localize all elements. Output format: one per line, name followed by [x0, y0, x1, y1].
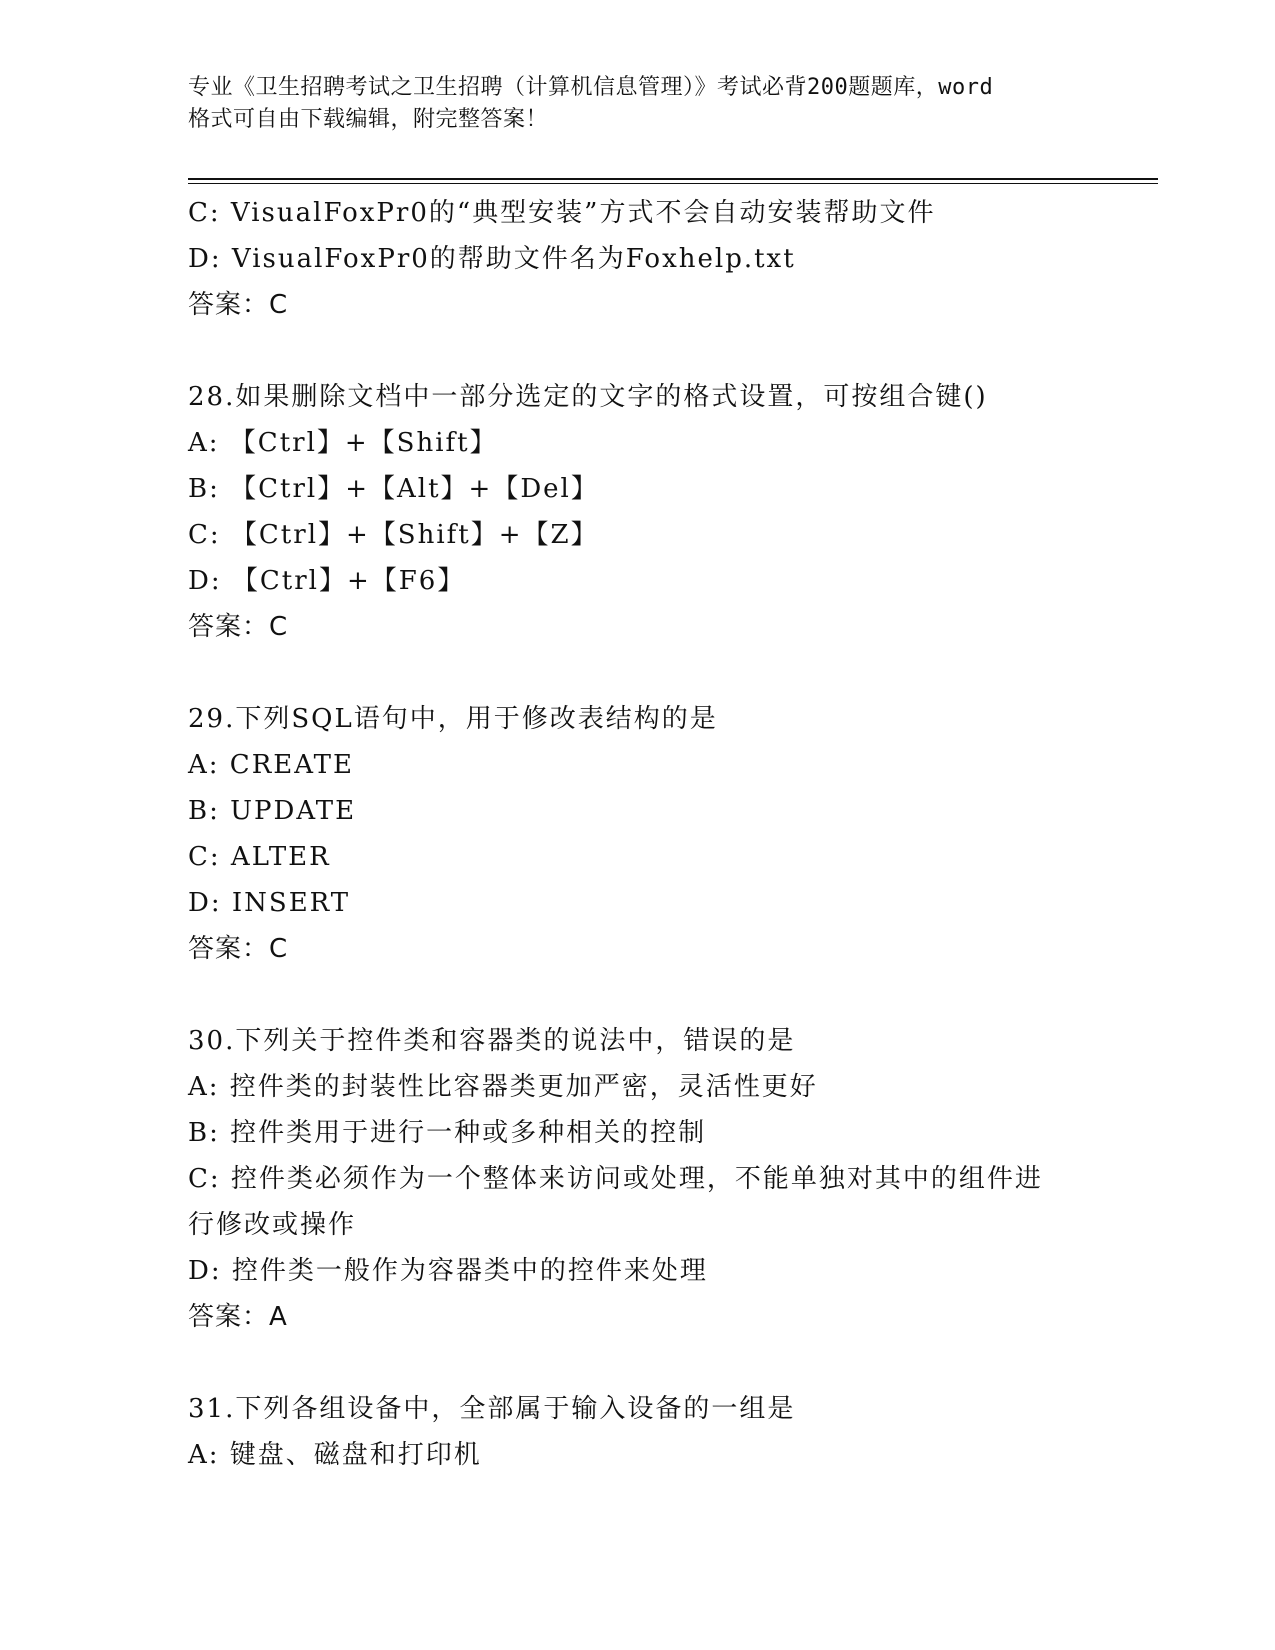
- spacer: [188, 650, 1088, 696]
- option-a: A: 【Ctrl】+【Shift】: [188, 428, 498, 458]
- question-28: [188, 374, 1088, 650]
- option-c-line-2: 行修改或操作: [188, 1210, 357, 1240]
- option-d: D: INSERT: [188, 888, 351, 918]
- answer-label: 答案：C: [188, 290, 289, 320]
- answer-label: 答案：C: [188, 934, 289, 964]
- answer-label: 答案：C: [188, 612, 289, 642]
- option-d: D: 控件类一般作为容器类中的控件来处理: [188, 1256, 708, 1286]
- option-b: B: UPDATE: [188, 796, 357, 826]
- question-stem: 28.如果删除文档中一部分选定的文字的格式设置，可按组合键(): [188, 382, 988, 412]
- question-29: [188, 696, 1088, 972]
- option-a: A: CREATE: [188, 750, 354, 780]
- spacer: [188, 972, 1088, 1018]
- option-c-line-1: C: 控件类必须作为一个整体来访问或处理，不能单独对其中的组件进: [188, 1164, 1043, 1194]
- answer-label: 答案：A: [188, 1302, 288, 1332]
- option-d: D: VisualFoxPr0的帮助文件名为Foxhelp.txt: [188, 244, 796, 274]
- question-27-tail: [188, 190, 1088, 328]
- option-c: C: 【Ctrl】+【Shift】+【Z】: [188, 520, 599, 550]
- question-30: [188, 1018, 1088, 1340]
- question-stem: 31.下列各组设备中，全部属于输入设备的一组是: [188, 1394, 796, 1424]
- question-31: [188, 1386, 1088, 1478]
- option-a: A: 控件类的封装性比容器类更加严密，灵活性更好: [188, 1072, 818, 1102]
- option-c: C: ALTER: [188, 842, 331, 872]
- option-d: D: 【Ctrl】+【F6】: [188, 566, 466, 596]
- header-title-line-1: 专业《卫生招聘考试之卫生招聘（计算机信息管理）》考试必背200题题库，word: [188, 75, 994, 100]
- option-a: A: 键盘、磁盘和打印机: [188, 1440, 482, 1470]
- header-divider-thick: [188, 178, 1158, 180]
- document-header: [188, 72, 1088, 136]
- question-stem: 30.下列关于控件类和容器类的说法中，错误的是: [188, 1026, 796, 1056]
- option-b: B: 【Ctrl】+【Alt】+【Del】: [188, 474, 599, 504]
- option-c: C: VisualFoxPr0的“典型安装”方式不会自动安装帮助文件: [188, 198, 936, 228]
- spacer: [188, 328, 1088, 374]
- question-list: [188, 190, 1088, 1478]
- header-divider-thin: [188, 183, 1158, 184]
- header-title-line-2: 格式可自由下载编辑，附完整答案！: [188, 107, 549, 132]
- spacer: [188, 1340, 1088, 1386]
- option-b: B: 控件类用于进行一种或多种相关的控制: [188, 1118, 707, 1148]
- question-stem: 29.下列SQL语句中，用于修改表结构的是: [188, 704, 718, 734]
